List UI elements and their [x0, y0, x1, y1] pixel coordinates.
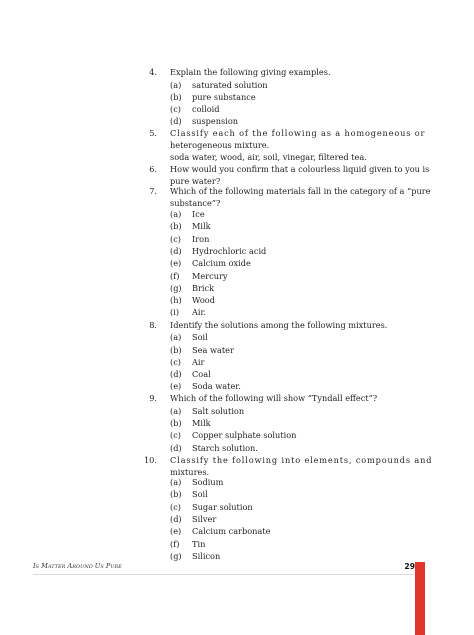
question-text: heterogeneous mixture. — [170, 140, 270, 151]
option-label: (g) — [170, 551, 182, 561]
option-label: (c) — [170, 502, 181, 512]
option-text: Air — [192, 357, 205, 367]
question-number: 7. — [149, 186, 157, 196]
option-label: (f) — [170, 271, 180, 281]
question-text: Which of the following will show “Tyndall effect”? — [170, 393, 378, 403]
option-label: (b) — [170, 92, 182, 102]
option-label: (d) — [170, 116, 182, 126]
option-text: Sea water — [192, 345, 234, 355]
question-text: Explain the following giving examples. — [170, 67, 331, 77]
page-number: 29 — [404, 562, 415, 571]
chapter-title-footer: Is Matter Around Us Pure — [33, 562, 122, 570]
question-text: Which of the following materials fall in the category of a “pure — [170, 186, 431, 196]
option-label: (i) — [170, 307, 180, 317]
question-number: 5. — [149, 128, 157, 138]
question-text: Identify the solutions among the following mixtures. — [170, 320, 388, 330]
option-text: Soda water. — [192, 381, 241, 391]
question-5-items: soda water, wood, air, soil, vinegar, filtered tea. — [170, 152, 367, 162]
question-text: How would you confirm that a colourless liquid given to you is — [170, 164, 430, 174]
option-label: (a) — [170, 79, 182, 90]
option-label: (g) — [170, 283, 182, 293]
option-text: Sugar solution — [192, 502, 253, 512]
option-label: (a) — [170, 477, 182, 487]
question-text: mixtures. — [170, 467, 210, 478]
question-text: Classify the following into elements, compounds and — [170, 455, 433, 465]
option-text: Starch solution. — [192, 443, 258, 453]
question-number: 8. — [149, 320, 157, 330]
option-text: Calcium carbonate — [192, 526, 271, 536]
option-label: (a) — [170, 332, 182, 342]
option-text: Calcium oxide — [192, 258, 251, 268]
option-text: suspension — [192, 116, 239, 126]
option-text: Soil — [192, 332, 208, 342]
option-label: (c) — [170, 357, 181, 367]
option-label: (d) — [170, 246, 182, 256]
option-label: (a) — [170, 406, 182, 416]
option-text: Iron — [192, 234, 210, 244]
option-label: (d) — [170, 369, 182, 379]
option-label: (a) — [170, 209, 182, 219]
option-label: (c) — [170, 234, 181, 244]
footer-divider — [33, 574, 414, 575]
option-text: Soil — [192, 489, 208, 499]
option-text: Milk — [192, 221, 211, 231]
question-number: 10. — [143, 455, 157, 465]
question-text: Classify each of the following as a homogeneous or — [170, 128, 426, 138]
option-label: (c) — [170, 104, 181, 114]
option-text: Silver — [192, 514, 217, 524]
option-label: (e) — [170, 381, 182, 391]
option-text: Tin — [192, 539, 206, 549]
option-text: pure substance — [192, 92, 256, 102]
question-text: pure water? — [170, 176, 221, 187]
question-number: 9. — [149, 393, 157, 403]
page-edge-accent-bar — [415, 562, 425, 635]
question-number: 4. — [149, 67, 157, 77]
option-label: (d) — [170, 514, 182, 524]
question-text: substance”? — [170, 198, 221, 209]
option-text: colloid — [192, 104, 220, 114]
option-label: (b) — [170, 345, 182, 355]
option-text: Brick — [192, 283, 215, 293]
option-text: Ice — [192, 209, 205, 219]
option-text: Sodium — [192, 477, 224, 487]
option-label: (d) — [170, 443, 182, 453]
option-label: (e) — [170, 526, 182, 536]
option-label: (f) — [170, 539, 180, 549]
option-text: Hydrochloric acid — [192, 246, 267, 256]
option-label: (h) — [170, 295, 182, 305]
option-text: Milk — [192, 418, 211, 428]
option-text: Air. — [192, 307, 207, 317]
question-number: 6. — [149, 164, 157, 174]
option-label: (e) — [170, 258, 182, 268]
option-text: Salt solution — [192, 406, 245, 416]
option-label: (b) — [170, 221, 182, 231]
option-text: Mercury — [192, 271, 228, 281]
option-label: (c) — [170, 430, 181, 440]
option-text: Silicon — [192, 551, 221, 561]
option-text: saturated solution — [192, 79, 268, 90]
option-text: Coal — [192, 369, 211, 379]
option-label: (b) — [170, 418, 182, 428]
option-text: Copper sulphate solution — [192, 430, 297, 440]
option-text: Wood — [192, 295, 215, 305]
option-label: (b) — [170, 489, 182, 499]
